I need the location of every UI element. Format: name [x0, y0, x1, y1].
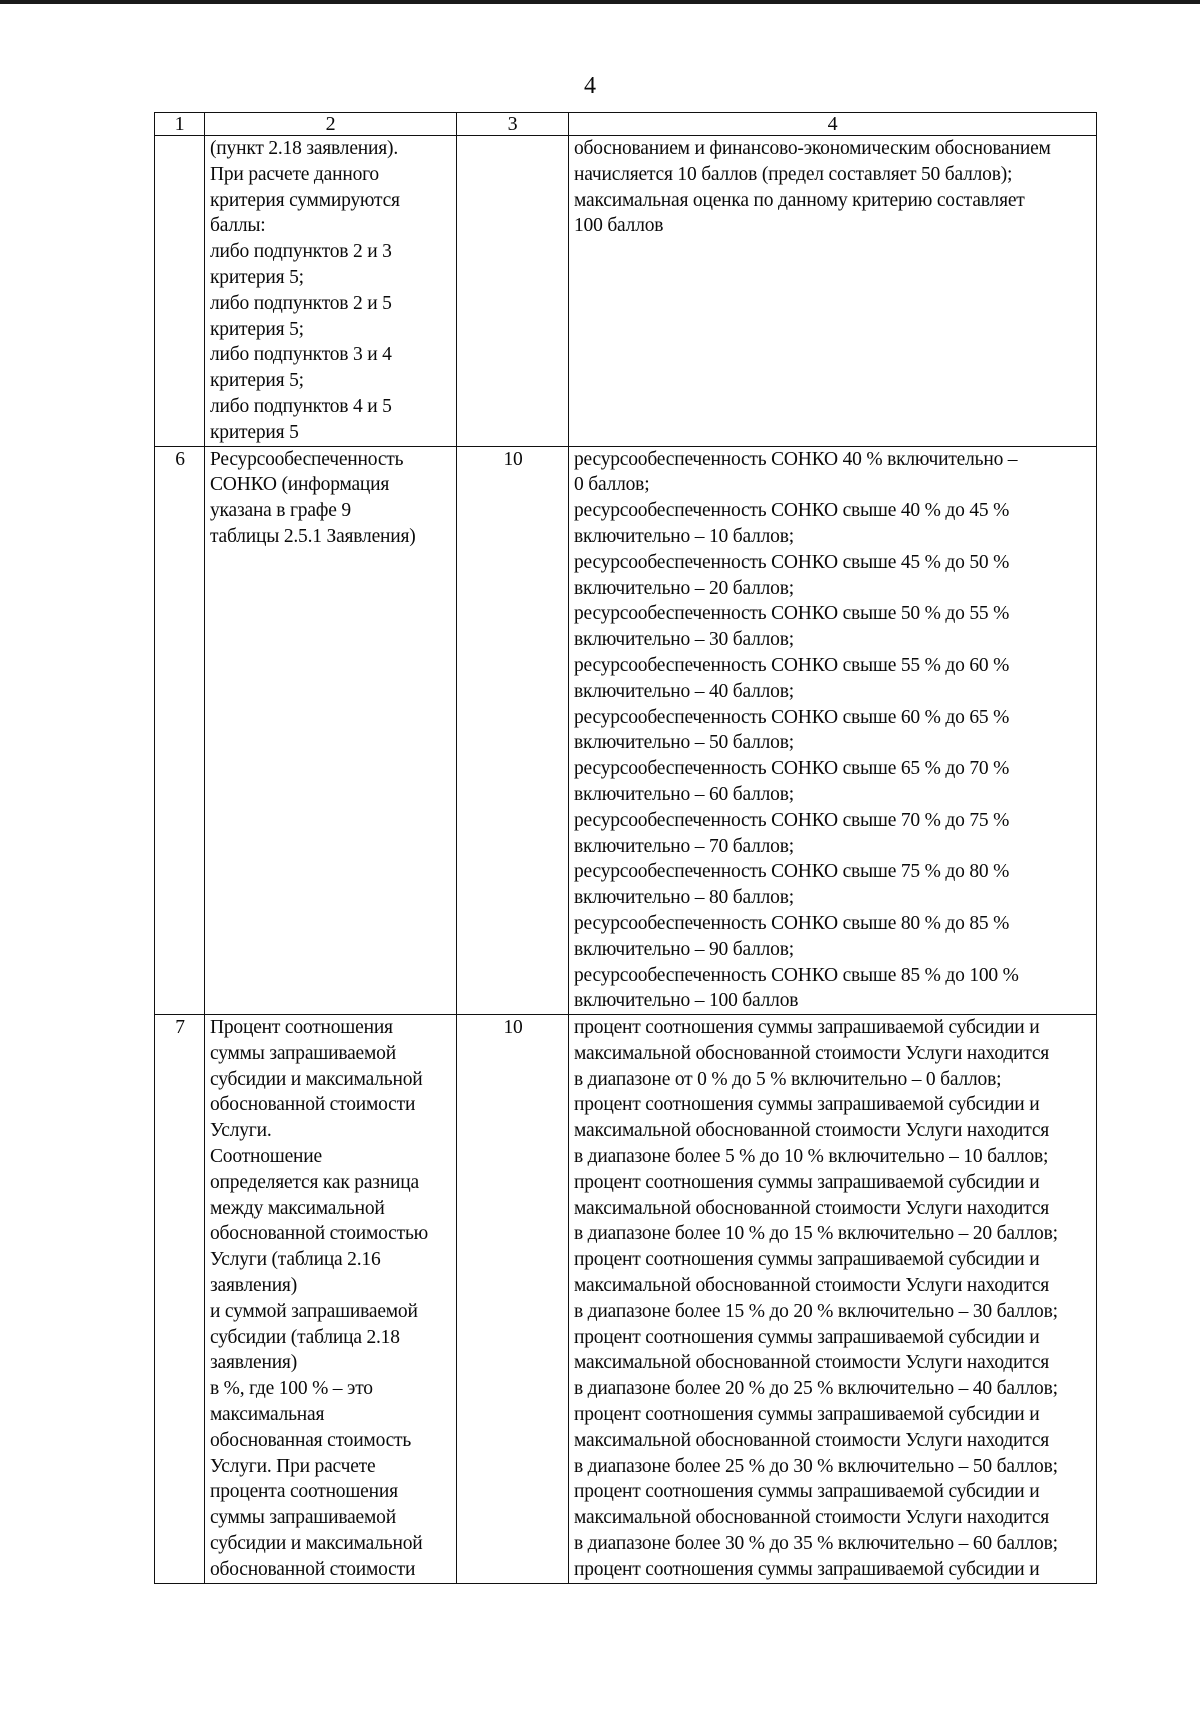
- criterion-number: [155, 136, 205, 447]
- column-number-4: 4: [569, 113, 1097, 136]
- column-number-3: 3: [457, 113, 569, 136]
- criterion-number: 6: [155, 446, 205, 1015]
- criteria-table: [154, 112, 1097, 1584]
- column-number-1: 1: [155, 113, 205, 136]
- table-row-criterion-7: [155, 1015, 1097, 1584]
- table-row-criterion-6: [155, 446, 1097, 1015]
- column-number-row: [155, 113, 1097, 136]
- table-row-continuation: [155, 136, 1097, 447]
- criterion-max-score: 10: [457, 1015, 569, 1584]
- page-number: 4: [584, 73, 596, 99]
- criterion-evaluation: обоснованием и финансово-экономическим обоснованием начисляется 10 баллов (предел составляет 50 баллов); максимальная оценка по данному критерию составляет 100 баллов: [569, 136, 1097, 447]
- criterion-description: (пункт 2.18 заявления). При расчете данного критерия суммируются баллы: либо подпунктов 2 и 3 критерия 5; либо подпунктов 2 и 5 критерия 5; либо подпунктов 3 и 4 критерия 5; либо подпунктов 4 и 5 критерия 5: [205, 136, 457, 447]
- criterion-description: Ресурсообеспеченность СОНКО (информация указана в графе 9 таблицы 2.5.1 Заявления): [205, 446, 457, 1015]
- column-number-2: 2: [205, 113, 457, 136]
- criterion-max-score: 10: [457, 446, 569, 1015]
- scan-top-border: [0, 0, 1200, 4]
- criterion-description: Процент соотношения суммы запрашиваемой субсидии и максимальной обоснованной стоимости Услуги. Соотношение определяется как разница между максимальной обоснованной стоимостью Услуги (таблица 2.16 заявления) и суммой запрашиваемой субсидии (таблица 2.18 заявления) в %, где 100 % – это максимальная обоснованная стоимость Услуги. При расчете процента соотношения суммы запрашиваемой субсидии и максимальной обоснованной стоимости: [205, 1015, 457, 1584]
- criterion-evaluation: ресурсообеспеченность СОНКО 40 % включительно – 0 баллов; ресурсообеспеченность СОНКО свыше 40 % до 45 % включительно – 10 баллов; ресурсообеспеченность СОНКО свыше 45 % до 50 % включительно – 20 баллов; ресурсообеспеченность СОНКО свыше 50 % до 55 % включительно – 30 баллов; ресурсообеспеченность СОНКО свыше 55 % до 60 % включительно – 40 баллов; ресурсообеспеченность СОНКО свыше 60 % до 65 % включительно – 50 баллов; ресурсообеспеченность СОНКО свыше 65 % до 70 % включительно – 60 баллов; ресурсообеспеченность СОНКО свыше 70 % до 75 % включительно – 70 баллов; ресурсообеспеченность СОНКО свыше 75 % до 80 % включительно – 80 баллов; ресурсообеспеченность СОНКО свыше 80 % до 85 % включительно – 90 баллов; ресурсообеспеченность СОНКО свыше 85 % до 100 % включительно – 100 баллов: [569, 446, 1097, 1015]
- criterion-evaluation: процент соотношения суммы запрашиваемой субсидии и максимальной обоснованной стоимости Услуги находится в диапазоне от 0 % до 5 % включительно – 0 баллов; процент соотношения суммы запрашиваемой субсидии и максимальной обоснованной стоимости Услуги находится в диапазоне более 5 % до 10 % включительно – 10 баллов; процент соотношения суммы запрашиваемой субсидии и максимальной обоснованной стоимости Услуги находится в диапазоне более 10 % до 15 % включительно – 20 баллов; процент соотношения суммы запрашиваемой субсидии и максимальной обоснованной стоимости Услуги находится в диапазоне более 15 % до 20 % включительно – 30 баллов; процент соотношения суммы запрашиваемой субсидии и максимальной обоснованной стоимости Услуги находится в диапазоне более 20 % до 25 % включительно – 40 баллов; процент соотношения суммы запрашиваемой субсидии и максимальной обоснованной стоимости Услуги находится в диапазоне более 25 % до 30 % включительно – 50 баллов; процент соотношения суммы запрашиваемой субсидии и максимальной обоснованной стоимости Услуги находится в диапазоне более 30 % до 35 % включительно – 60 баллов; процент соотношения суммы запрашиваемой субсидии и: [569, 1015, 1097, 1584]
- criterion-number: 7: [155, 1015, 205, 1584]
- criterion-max-score: [457, 136, 569, 447]
